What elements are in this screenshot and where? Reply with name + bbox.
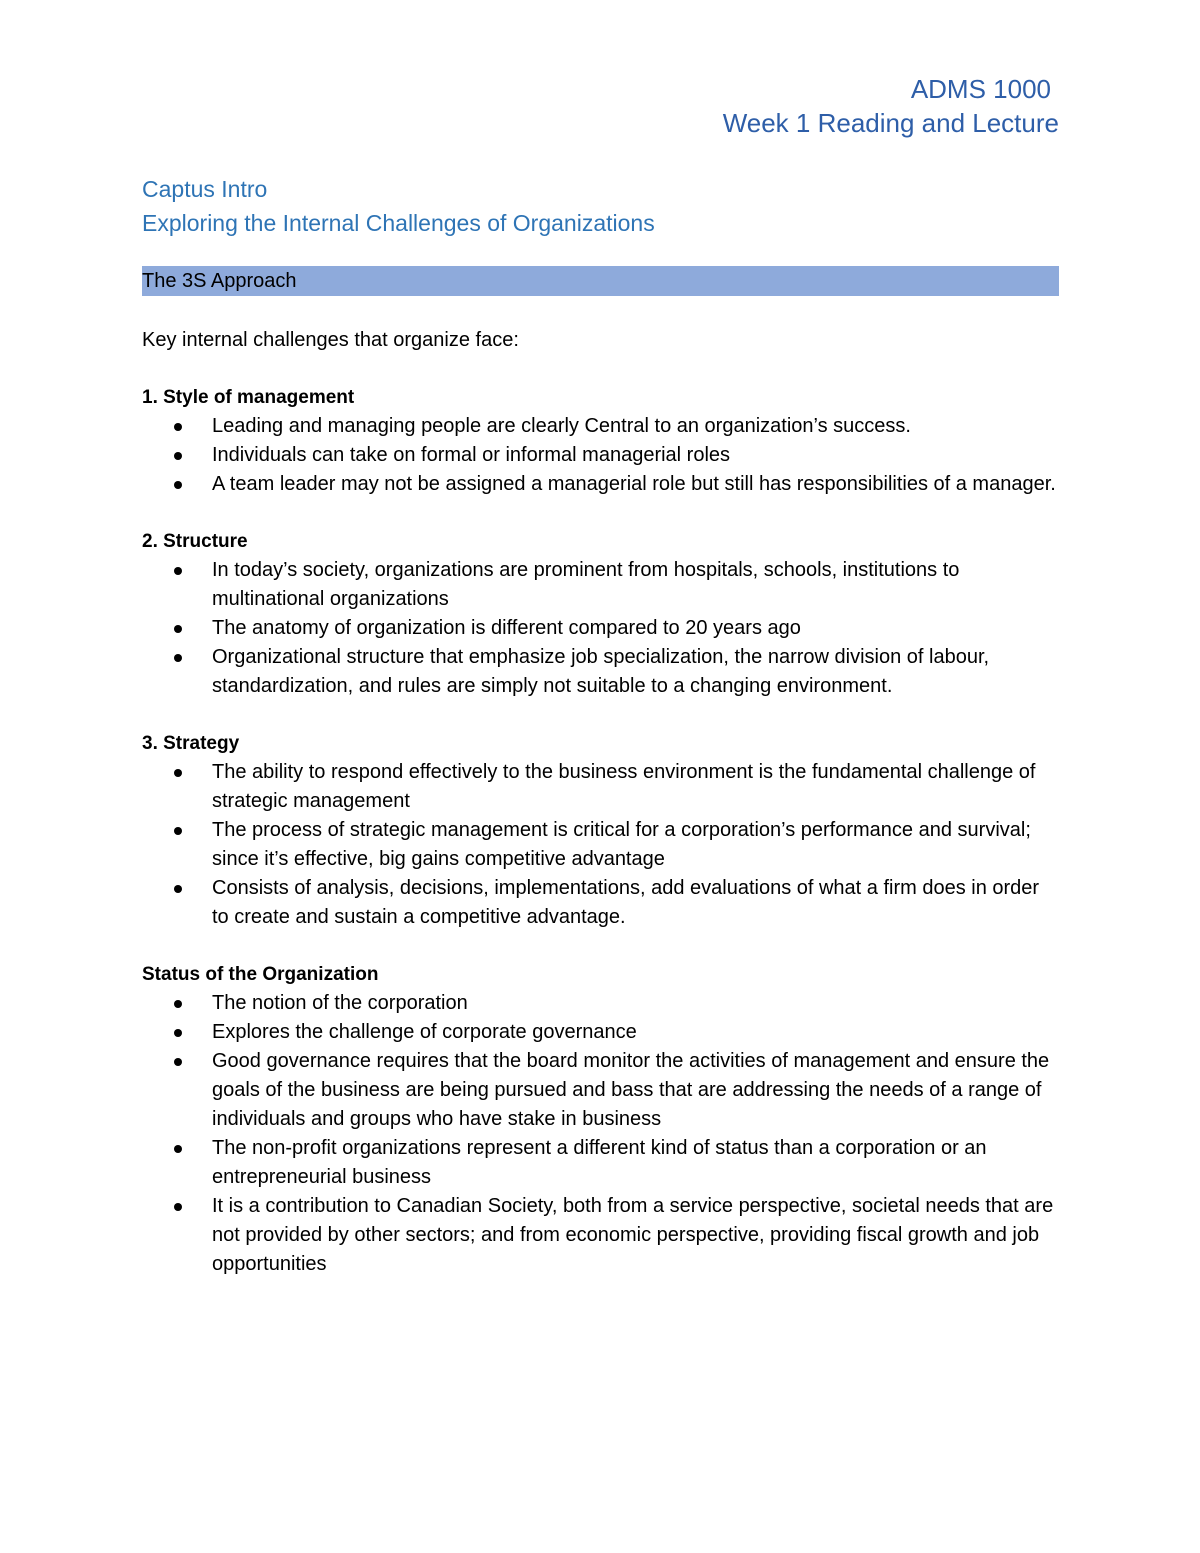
section-structure: [142, 527, 1059, 701]
list-item: [142, 758, 1059, 816]
bullet-icon: [174, 654, 182, 662]
list-item-text: The non-profit organizations represent a different kind of status than a corporation or an entrepreneurial business: [212, 1137, 987, 1188]
list-item-text: Explores the challenge of corporate governance: [212, 1021, 637, 1043]
week-title: Week 1 Reading and Lecture: [722, 108, 1059, 138]
list-item-text: The notion of the corporation: [212, 992, 468, 1014]
section-heading: Status of the Organization: [142, 964, 379, 985]
section-style-of-management: [142, 383, 1059, 499]
list-item: [142, 1192, 1059, 1279]
bullet-icon: [174, 481, 182, 489]
bullet-icon: [174, 1145, 182, 1153]
doc-title-captus: Captus Intro: [142, 176, 268, 202]
intro-text: Key internal challenges that organize face:: [142, 329, 519, 351]
section-heading: 1. Style of management: [142, 387, 355, 408]
bullet-list: [142, 758, 1059, 932]
list-item-text: The ability to respond effectively to the business environment is the fundamental challenge of strategic management: [212, 761, 1036, 812]
bullet-icon: [174, 885, 182, 893]
section-heading: 2. Structure: [142, 531, 248, 552]
list-item-text: It is a contribution to Canadian Society, both from a service perspective, societal needs that are not provided by other sectors; and from economic perspective, providing fiscal growth and job opportunities: [212, 1195, 1054, 1275]
list-item: [142, 1047, 1059, 1134]
list-item-text: The anatomy of organization is different compared to 20 years ago: [212, 617, 801, 639]
bullet-icon: [174, 423, 182, 431]
list-item-text: Individuals can take on formal or informal managerial roles: [212, 444, 731, 466]
bullet-icon: [174, 1029, 182, 1037]
bullet-icon: [174, 827, 182, 835]
course-code: ADMS 1000: [910, 74, 1051, 104]
list-item: [142, 1134, 1059, 1192]
list-item-text: The process of strategic management is critical for a corporation’s performance and survival; since it’s effective, big gains competitive advantage: [212, 819, 1031, 870]
list-item: [142, 412, 1059, 441]
list-item: [142, 643, 1059, 701]
section-status-of-organization: [142, 960, 1059, 1279]
list-item: [142, 556, 1059, 614]
bullet-icon: [174, 567, 182, 575]
bullet-icon: [174, 452, 182, 460]
document-page: [142, 72, 1059, 1279]
list-item: [142, 874, 1059, 932]
bullet-icon: [174, 625, 182, 633]
list-item-text: Consists of analysis, decisions, implementations, add evaluations of what a firm does in order to create and sustain a competitive advantage.: [212, 877, 1040, 928]
list-item: [142, 614, 1059, 643]
bullet-list: [142, 989, 1059, 1279]
list-item: [142, 470, 1059, 499]
list-item: [142, 989, 1059, 1018]
list-item-text: Organizational structure that emphasize job specialization, the narrow division of labour, standardization, and rules are simply not suitable to a changing environment.: [212, 646, 990, 697]
list-item-text: Good governance requires that the board monitor the activities of management and ensure the goals of the business are being pursued and bass that are addressing the needs of a range of individuals and groups who have stake in business: [212, 1050, 1050, 1130]
bullet-list: [142, 412, 1059, 499]
bullet-icon: [174, 769, 182, 777]
bullet-list: [142, 556, 1059, 701]
section-strategy: [142, 729, 1059, 932]
list-item-text: A team leader may not be assigned a managerial role but still has responsibilities of a manager.: [212, 473, 1056, 495]
section-heading: 3. Strategy: [142, 733, 240, 754]
course-header: [142, 72, 1059, 140]
section-bar-3s-approach: The 3S Approach: [142, 266, 1059, 296]
list-item-text: Leading and managing people are clearly Central to an organization’s success.: [212, 415, 911, 437]
doc-title-exploring: Exploring the Internal Challenges of Organizations: [142, 210, 655, 236]
document-titles: [142, 172, 1059, 240]
bullet-icon: [174, 1058, 182, 1066]
bullet-icon: [174, 1000, 182, 1008]
list-item: [142, 1018, 1059, 1047]
list-item: [142, 816, 1059, 874]
list-item-text: In today’s society, organizations are prominent from hospitals, schools, institutions to multinational organizations: [212, 559, 960, 610]
list-item: [142, 441, 1059, 470]
bullet-icon: [174, 1203, 182, 1211]
